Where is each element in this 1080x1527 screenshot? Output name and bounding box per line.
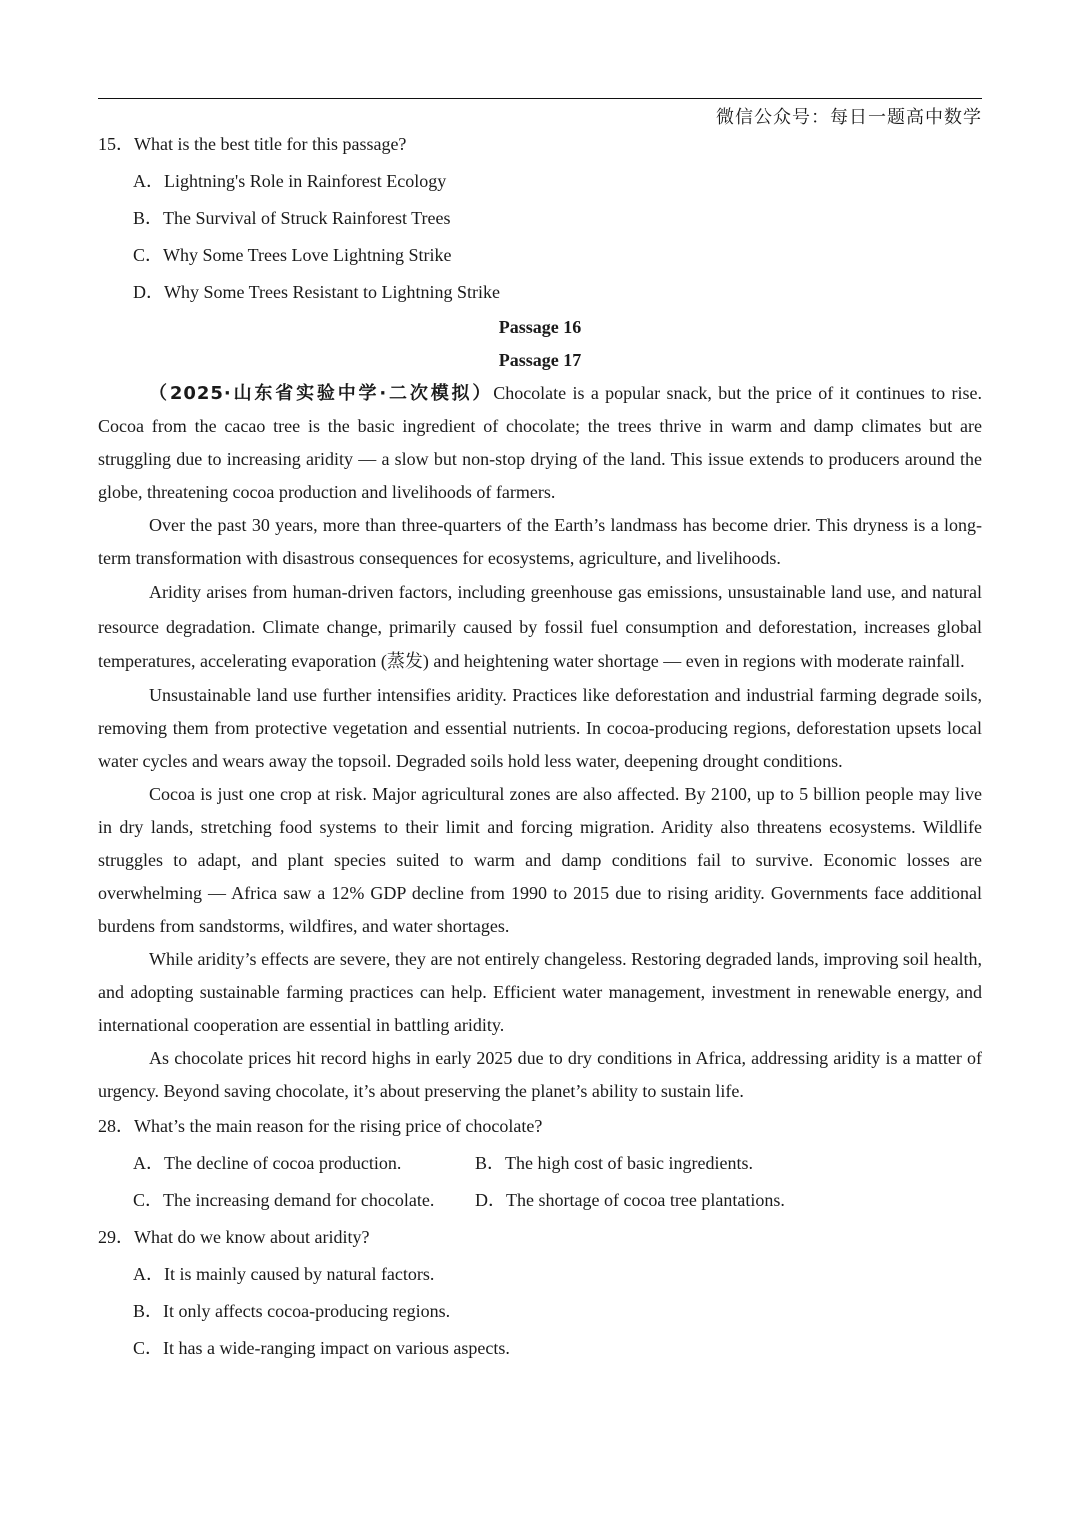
- question-15-option-b: B．The Survival of Struck Rainforest Trees: [133, 208, 451, 228]
- passage-16-title: Passage 16: [498, 317, 582, 337]
- question-28-stem: 28．What’s the main reason for the rising price of chocolate?: [98, 1115, 543, 1136]
- passage-paragraph-3: Aridity arises from human-driven factors, including greenhouse gas emissions, unsustainable land use, and natural resource degradation. Climate change, primarily caused by fossil fuel consumption and deforestation, increases global temperatures, accelerating evaporation (蒸发) and heightening water shortage — even in regions with moderate rainfall.: [98, 582, 982, 671]
- passage-paragraph-2: Over the past 30 years, more than three-quarters of the Earth’s landmass has become drier. This dryness is a long-term transformation with disastrous consequences for ecosystems, agriculture, and livelihoods.: [98, 515, 982, 568]
- passage-paragraph-1: [98, 377, 982, 509]
- passage-17-title: Passage 17: [498, 350, 582, 370]
- header-note: 微信公众号：每日一题高中数学: [716, 107, 982, 128]
- passage-source: （2025·山东省实验中学·二次模拟）: [149, 383, 494, 404]
- header-rule: [98, 98, 982, 99]
- question-15-stem: 15．What is the best title for this passage?: [98, 134, 407, 154]
- question-28-options-row-1: [98, 1145, 982, 1182]
- question-28-option-d: D．The shortage of cocoa tree plantations.: [475, 1189, 785, 1210]
- question-29-option-a: A．It is mainly caused by natural factors.: [133, 1263, 435, 1284]
- question-28-option-a: A．The decline of cocoa production.: [133, 1152, 402, 1173]
- page-content: [98, 126, 982, 1367]
- question-29-stem: 29．What do we know about aridity?: [98, 1226, 370, 1247]
- passage-paragraph-4: Unsustainable land use further intensifies aridity. Practices like deforestation and industrial farming degrade soils, removing them from protective vegetation and essential nutrients. In cocoa-producing regions, deforestation upsets local water cycles and wears away the topsoil. Degraded soils hold less water, deepening drought conditions.: [98, 684, 982, 771]
- passage-paragraph-7: As chocolate prices hit record highs in early 2025 due to dry conditions in Africa, addressing aridity is a matter of urgency. Beyond saving chocolate, it’s about preserving the planet’s ability to sustain life.: [98, 1047, 982, 1101]
- question-28-options-row-2: [98, 1182, 982, 1219]
- question-15-option-d: D．Why Some Trees Resistant to Lightning Strike: [133, 282, 500, 302]
- question-15-option-a: A．Lightning's Role in Rainforest Ecology: [133, 171, 447, 191]
- passage-paragraph-6: While aridity’s effects are severe, they are not entirely changeless. Restoring degraded lands, improving soil health, and adopting sustainable farming practices can help. Efficient water management, investment in renewable energy, and international cooperation are essential in battling aridity.: [98, 948, 982, 1035]
- question-28-option-c: C．The increasing demand for chocolate.: [133, 1189, 435, 1210]
- question-28-option-b: B．The high cost of basic ingredients.: [475, 1152, 753, 1173]
- passage-paragraph-5: Cocoa is just one crop at risk. Major agricultural zones are also affected. By 2100, up to 5 billion people may live in dry lands, stretching food systems to their limit and forcing migration. Aridity also threatens ecosystems. Wildlife struggles to adapt, and plant species suited to warm and damp conditions fail to survive. Economic losses are overwhelming — Africa saw a 12% GDP decline from 1990 to 2015 due to rising aridity. Governments face additional burdens from sandstorms, wildfires, and water shortages.: [98, 783, 982, 936]
- question-15-option-c: C．Why Some Trees Love Lightning Strike: [133, 245, 452, 265]
- passage-paragraph-1-text: Chocolate is a popular snack, but the price of it continues to rise. Cocoa from the cacao tree is the basic ingredient of chocolate; the trees thrive in warm and damp climates but are struggling due to increasing aridity — a slow but non-stop drying of the land. This issue extends to producers around the globe, threatening cocoa production and livelihoods of farmers.: [98, 383, 982, 502]
- question-29-option-c: C．It has a wide-ranging impact on various aspects.: [133, 1337, 510, 1358]
- question-29-option-b: B．It only affects cocoa-producing regions.: [133, 1300, 451, 1321]
